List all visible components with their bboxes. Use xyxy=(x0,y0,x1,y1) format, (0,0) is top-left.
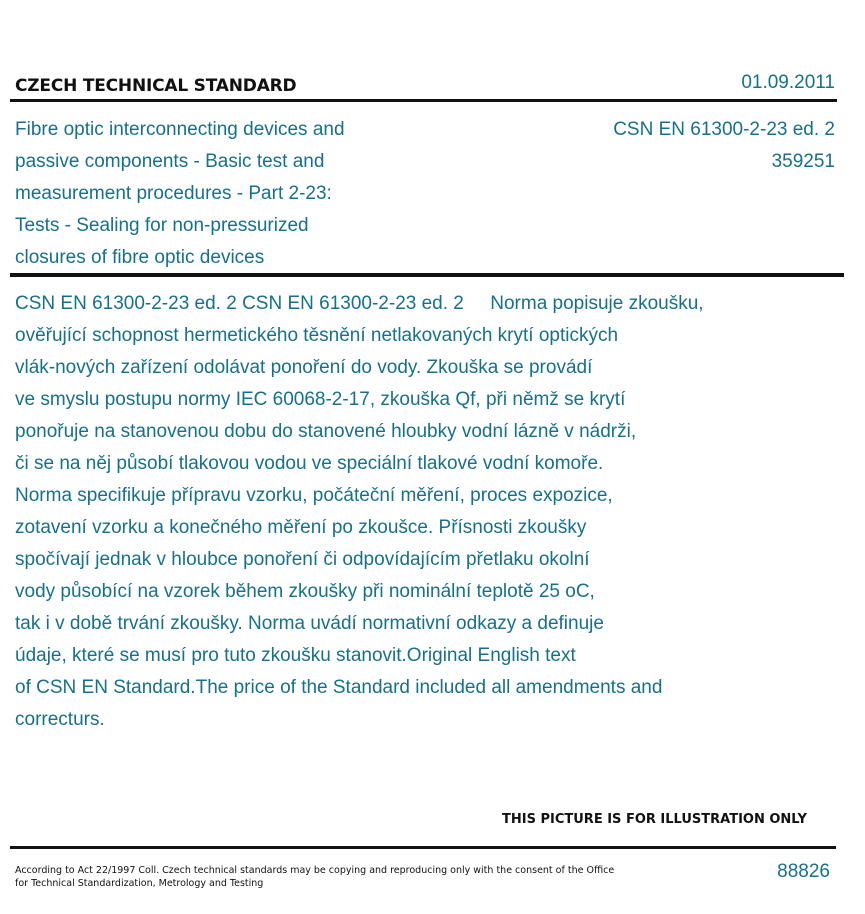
standard-code: CSN EN 61300-2-23 ed. 2 xyxy=(613,119,835,140)
abstract-line: tak i v době trvání zkoušky. Norma uvádí normativní odkazy a definuje xyxy=(15,613,604,634)
abstract-line: vlák-nových zařízení odolávat ponoření do vody. Zkouška se provádí xyxy=(15,357,593,378)
publication-date: 01.09.2011 xyxy=(741,72,835,93)
legal-notice xyxy=(15,864,614,890)
document-number: 88826 xyxy=(777,861,830,882)
abstract-line: Norma specifikuje přípravu vzorku, počáteční měření, proces expozice, xyxy=(15,485,613,506)
abstract-line: ponořuje na stanovenou dobu do stanovené hloubky vodní lázně v nádrži, xyxy=(15,421,637,442)
title-line: closures of fibre optic devices xyxy=(15,247,265,268)
footer-divider xyxy=(10,846,836,849)
abstract-line: či se na něj působí tlakovou vodou ve speciální tlakové vodní komoře. xyxy=(15,453,604,474)
title-line: Tests - Sealing for non-pressurized xyxy=(15,215,309,236)
abstract-line: of CSN EN Standard.The price of the Standard included all amendments and xyxy=(15,677,663,698)
abstract-line: údaje, které se musí pro tuto zkoušku stanovit.Original English text xyxy=(15,645,576,666)
document-title xyxy=(15,114,435,274)
abstract-line: spočívají jednak v hloubce ponoření či odpovídajícím přetlaku okolní xyxy=(15,549,590,570)
standard-type-heading: CZECH TECHNICAL STANDARD xyxy=(15,76,297,96)
illustration-disclaimer: THIS PICTURE IS FOR ILLUSTRATION ONLY xyxy=(502,812,807,827)
title-line: Fibre optic interconnecting devices and xyxy=(15,119,345,140)
abstract-line: correcturs. xyxy=(15,709,105,730)
abstract-line: vody působící na vzorek během zkoušky při nominální teplotě 25 oC, xyxy=(15,581,595,602)
legal-notice-line: for Technical Standardization, Metrology and Testing xyxy=(15,878,264,889)
document-abstract xyxy=(15,288,825,736)
abstract-line: zotavení vzorku a konečného měření po zkoušce. Přísnosti zkoušky xyxy=(15,517,587,538)
catalog-number: 359251 xyxy=(771,151,835,172)
abstract-line: CSN EN 61300-2-23 ed. 2 CSN EN 61300-2-23 ed. 2 Norma popisuje zkoušku, xyxy=(15,293,704,314)
title-line: measurement procedures - Part 2-23: xyxy=(15,183,332,204)
title-line: passive components - Basic test and xyxy=(15,151,325,172)
standard-identifier xyxy=(613,114,835,178)
legal-notice-line: According to Act 22/1997 Coll. Czech technical standards may be copying and reproducing only with the consent of the Office xyxy=(15,865,615,876)
title-divider xyxy=(10,273,844,277)
abstract-line: ověřující schopnost hermetického těsnění netlakovaných krytí optických xyxy=(15,325,619,346)
header-divider xyxy=(10,99,837,102)
abstract-line: ve smyslu postupu normy IEC 60068-2-17, zkouška Qf, při němž se krytí xyxy=(15,389,626,410)
